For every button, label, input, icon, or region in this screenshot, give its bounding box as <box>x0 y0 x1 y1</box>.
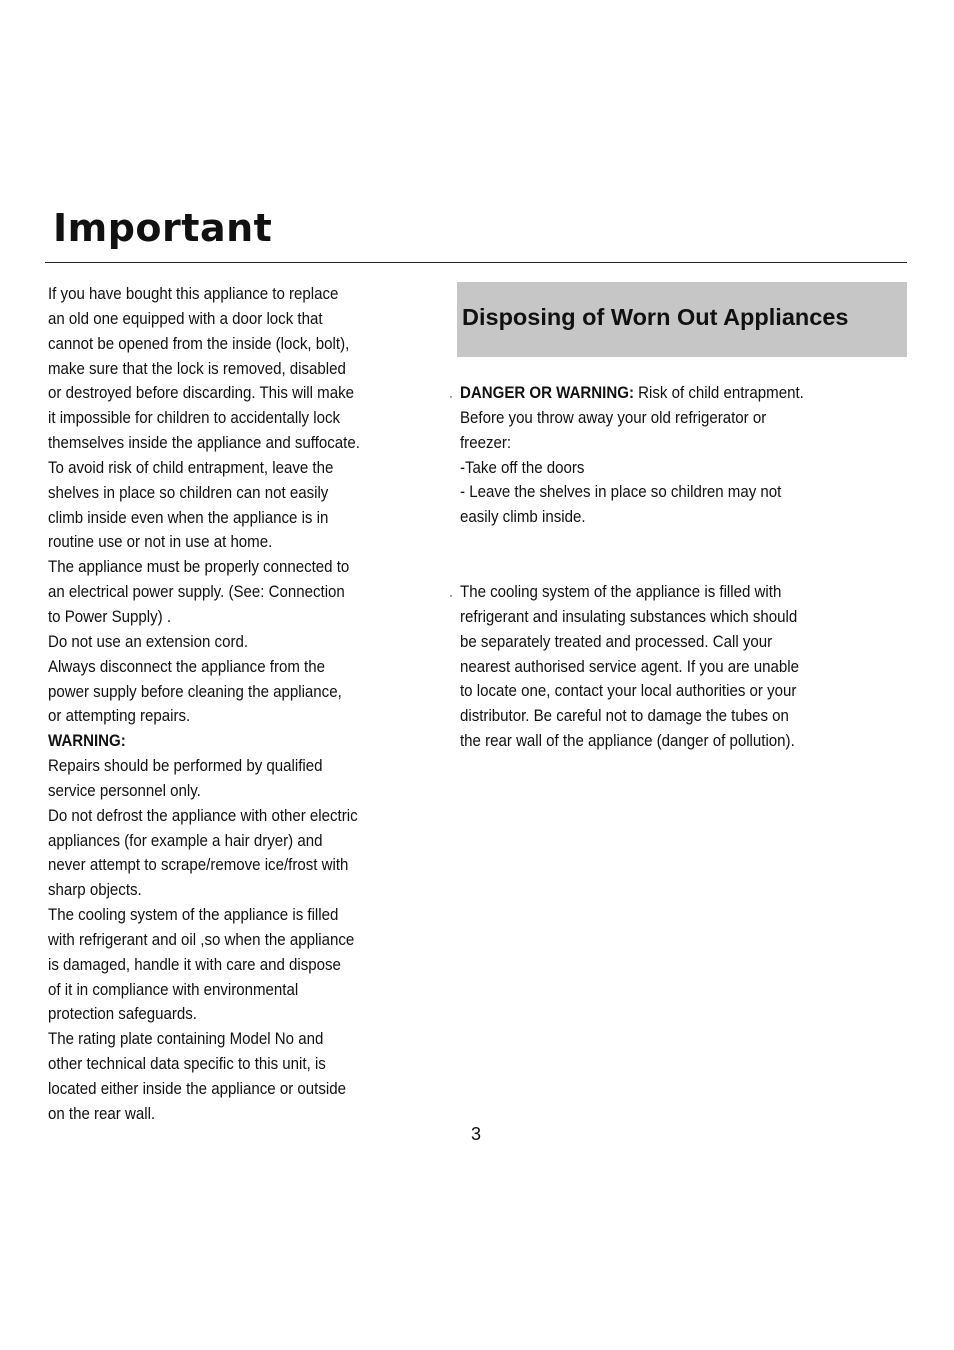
paragraph-cooling-system: The cooling system of the appliance is filled with refrigerant and oil ,so when the appliance is damaged, handle it with care and dispose of it in compliance with environmental protection safeguards. <box>48 906 355 1024</box>
title-divider <box>45 262 907 263</box>
paragraph-repairs: Repairs should be performed by qualified service personnel only. <box>48 757 323 800</box>
left-column <box>48 282 388 1127</box>
bullet-marker: · <box>449 588 453 602</box>
paragraph-child-entrapment: To avoid risk of child entrapment, leave the shelves in place so children can not easily climb inside even when the appliance is in routine use or not in use at home. <box>48 458 334 552</box>
page-number: 3 <box>471 1124 482 1144</box>
paragraph-defrost: Do not defrost the appliance with other electric appliances (for example a hair dryer) and never attempt to scrape/remove ice/frost with sharp objects. <box>48 806 358 900</box>
section-title: Disposing of Worn Out Appliances <box>462 304 849 330</box>
cooling-disposal-text: The cooling system of the appliance is filled with refrigerant and insulating substances which should be separately treated and processed. Call your nearest authorised service agent. If you are unable to locate one, contact your local authorities or your distributor. Be careful not to damage the tubes on the rear wall of the appliance (danger of pollution). <box>460 583 799 751</box>
paragraph-extension-cord: Do not use an extension cord. <box>48 632 249 651</box>
warning-label: WARNING: <box>48 732 126 751</box>
danger-text: Risk of child entrapment. <box>633 384 804 402</box>
bullet-marker: · <box>449 389 453 403</box>
disposal-item-danger <box>460 381 890 530</box>
paragraph-disconnect: Always disconnect the appliance from the power supply before cleaning the appliance, or attempting repairs. <box>48 657 342 726</box>
danger-instructions: Before you throw away your old refrigerator or freezer: -Take off the doors - Leave the shelves in place so children may not easily climb inside. <box>460 408 782 527</box>
disposal-item-cooling <box>460 580 890 754</box>
danger-first-line <box>460 381 890 406</box>
section-header-box <box>457 282 907 357</box>
paragraph-door-lock: If you have bought this appliance to replace an old one equipped with a door lock that cannot be opened from the inside (lock, bolt), make sure that the lock is removed, disabled or destroyed before discarding. This will make it impossible for children to accidentally lock themselves inside the appliance and suffocate. <box>48 285 360 453</box>
danger-label: DANGER OR WARNING: <box>460 384 634 402</box>
paragraph-rating-plate: The rating plate containing Model No and other technical data specific to this unit, is located either inside the appliance or outside on the rear wall. <box>48 1030 346 1123</box>
page-title: Important <box>53 206 273 250</box>
paragraph-power-supply: The appliance must be properly connected to an electrical power supply. (See: Connection to Power Supply) . <box>48 558 350 626</box>
